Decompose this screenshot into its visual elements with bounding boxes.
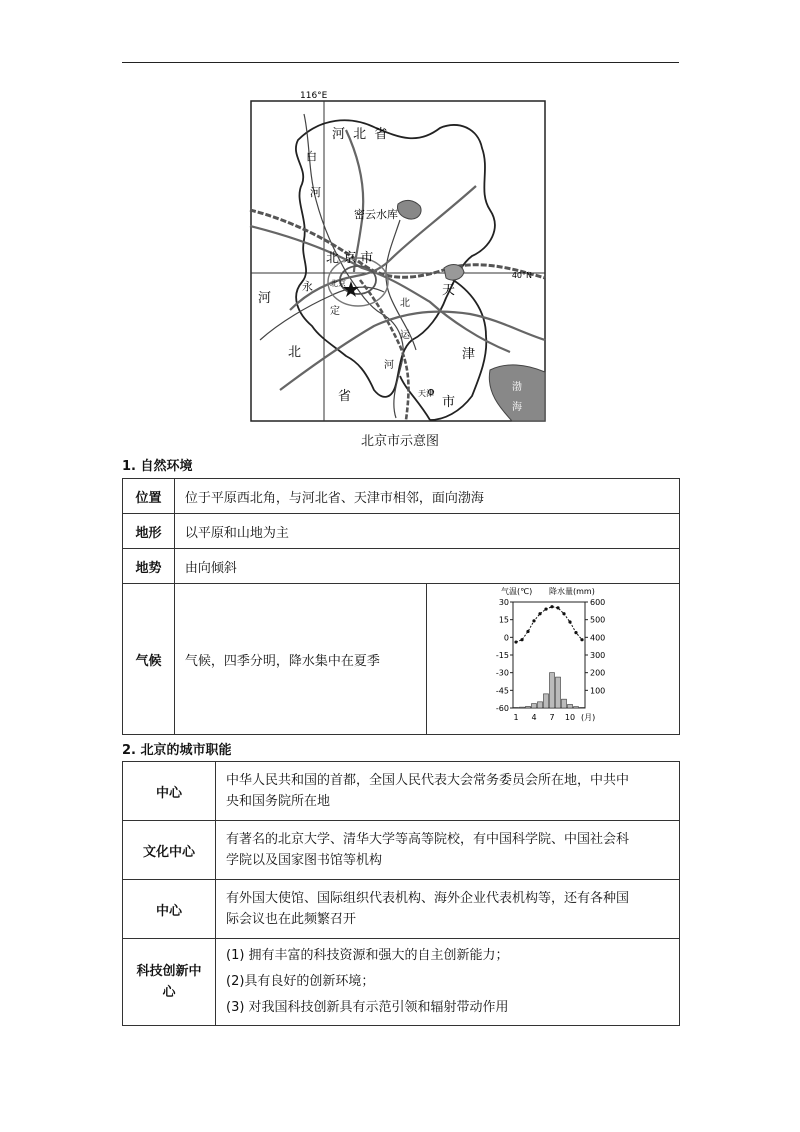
table-row [123, 821, 680, 880]
temp-curve [516, 607, 582, 642]
row-label: 中心 [123, 762, 216, 821]
table-row [123, 584, 680, 735]
map-label-he-upper: 河 [310, 186, 321, 199]
row-label [123, 939, 216, 1026]
x-tick-label: 4 [531, 713, 537, 722]
beijing-map [250, 91, 546, 422]
row-label-line: 科技创新中 [136, 964, 202, 979]
row-line: (3) 对我国科技创新具有示范引领和辐射带动作用 [226, 1000, 509, 1015]
precip-bar [538, 702, 543, 708]
map-label-bo: 渤 [512, 382, 522, 393]
map-label-miyun: 密云水库 [354, 208, 398, 221]
temp-point [539, 612, 542, 615]
temp-point [557, 606, 560, 609]
precip-bar [562, 699, 567, 708]
temp-tick-label: 15 [498, 615, 510, 625]
map-label-ding: 定 [330, 306, 340, 317]
row-line: 有外国大使馆、国际组织代表机构、海外企业代表机构等，还有各种国 [226, 891, 630, 906]
precip-bar [574, 707, 579, 708]
map-label-bei-left: 北 [288, 345, 302, 360]
row-line: 中华人民共和国的首都，全国人民代表大会常务委员会所在地，中共中 [226, 773, 630, 788]
precip-bars [514, 673, 585, 708]
row-line: (2)具有良好的创新环境； [226, 974, 375, 989]
map-caption: 北京市示意图 [360, 434, 439, 449]
map-label-beijing-shi: 北 京 市 [326, 251, 374, 266]
row-text [216, 880, 680, 939]
temp-tick-label: 0 [504, 633, 510, 643]
top-rule [122, 62, 679, 63]
map-label-bei: 北 [400, 298, 410, 309]
map-lon-label: 116°E [300, 91, 328, 101]
row-text [216, 762, 680, 821]
temp-tick-label: -30 [496, 668, 510, 678]
map-label-hai: 海 [512, 402, 522, 413]
table-row [123, 762, 680, 821]
row-line: (1) 拥有丰富的科技资源和强大的自主创新能力； [226, 948, 509, 963]
table-row [123, 880, 680, 939]
row-line: 际会议也在此频繁召开 [226, 912, 357, 927]
row-text: 气候，四季分明，降水集中在夏季 [174, 584, 426, 735]
temp-point [575, 631, 578, 634]
x-unit-label: (月) [581, 713, 596, 722]
row-text: 位于平原西北角，与河北省、天津市相邻，面向渤海 [174, 479, 679, 514]
precip-tick-label: 500 [590, 615, 606, 625]
row-line: 有著名的北京大学、清华大学等高等院校，有中国科学院、中国社会科 [226, 832, 630, 847]
precip-bar [532, 704, 537, 708]
row-text [216, 939, 680, 1026]
temp-point [527, 630, 530, 633]
section1-title: 1. 自然环境 [122, 459, 193, 474]
natural-environment-table [122, 478, 680, 735]
chart-title-right: 降水量(mm) [549, 587, 595, 596]
city-function-table [122, 761, 680, 1026]
precip-bar [550, 673, 555, 708]
map-label-jin: 津 [462, 347, 476, 362]
x-tick-label: 10 [565, 713, 576, 722]
precip-tick-label: 400 [590, 633, 606, 643]
climate-chart [483, 584, 623, 730]
map-label-he-mid: 河 [384, 360, 394, 371]
map-label-yun: 运 [400, 330, 410, 341]
table-row [123, 479, 680, 514]
map-label-tian: 天 [442, 283, 456, 298]
precip-tick-label: 300 [590, 651, 606, 660]
table-row [123, 549, 680, 584]
row-label: 气候 [123, 584, 175, 735]
table-row [123, 514, 680, 549]
section2-title: 2. 北京的城市职能 [122, 743, 232, 758]
row-label-line: 心 [162, 985, 176, 1000]
precip-tick-label: 100 [590, 686, 606, 696]
precip-tick-label: 200 [590, 668, 606, 678]
precip-tick-label: 600 [590, 598, 606, 607]
temp-point [545, 607, 548, 610]
row-label: 文化中心 [123, 821, 216, 880]
precip-bar [580, 707, 585, 708]
temp-point [515, 640, 518, 643]
temp-point [581, 638, 584, 641]
chart-plot-frame [513, 602, 585, 708]
row-line: 学院以及国家图书馆等机构 [226, 853, 383, 868]
temp-tick-label: -60 [496, 704, 510, 713]
temp-point [521, 638, 524, 641]
map-label-tianjin: 天津 [418, 389, 434, 398]
precip-bar [568, 704, 573, 708]
map-label-he-left: 河 [258, 291, 272, 306]
temp-tick-label: -45 [496, 686, 510, 696]
precip-bar [514, 707, 519, 708]
temp-point [551, 605, 554, 608]
map-label-sheng: 省 [338, 389, 352, 404]
reservoir-east [444, 265, 464, 280]
temp-axis [496, 598, 513, 713]
precip-bar [526, 706, 531, 708]
map-svg [250, 91, 546, 422]
temp-point [563, 612, 566, 615]
row-label: 位置 [123, 479, 175, 514]
x-tick-label: 7 [549, 713, 555, 722]
map-label-bai: 白 [306, 150, 317, 163]
map-label-beijing: 北京 [330, 279, 346, 288]
temp-tick-label: 30 [498, 598, 510, 607]
table-row [123, 939, 680, 1026]
x-axis [514, 713, 576, 722]
row-label: 地形 [123, 514, 175, 549]
row-text: 以平原和山地为主 [174, 514, 679, 549]
map-lat-label: 40°N [511, 271, 532, 280]
x-tick-label: 1 [513, 713, 519, 722]
row-text [216, 821, 680, 880]
row-line: 央和国务院所在地 [226, 794, 331, 809]
row-text: 由向倾斜 [174, 549, 679, 584]
climate-chart-cell [427, 584, 680, 735]
row-label: 中心 [123, 880, 216, 939]
chart-title-left: 气温(℃) [501, 587, 533, 596]
temp-line [515, 605, 584, 644]
map-label-shi: 市 [442, 395, 456, 410]
temp-tick-label: -15 [496, 651, 510, 660]
temp-point [533, 619, 536, 622]
map-label-yong: 永 [302, 280, 313, 293]
precip-bar [556, 677, 561, 708]
precip-bar [544, 694, 549, 708]
row-label: 地势 [123, 549, 175, 584]
precip-axis [585, 598, 605, 695]
map-label-hebei-top: 河 北 省 [332, 127, 390, 142]
precip-bar [520, 707, 525, 708]
temp-point [569, 620, 572, 623]
